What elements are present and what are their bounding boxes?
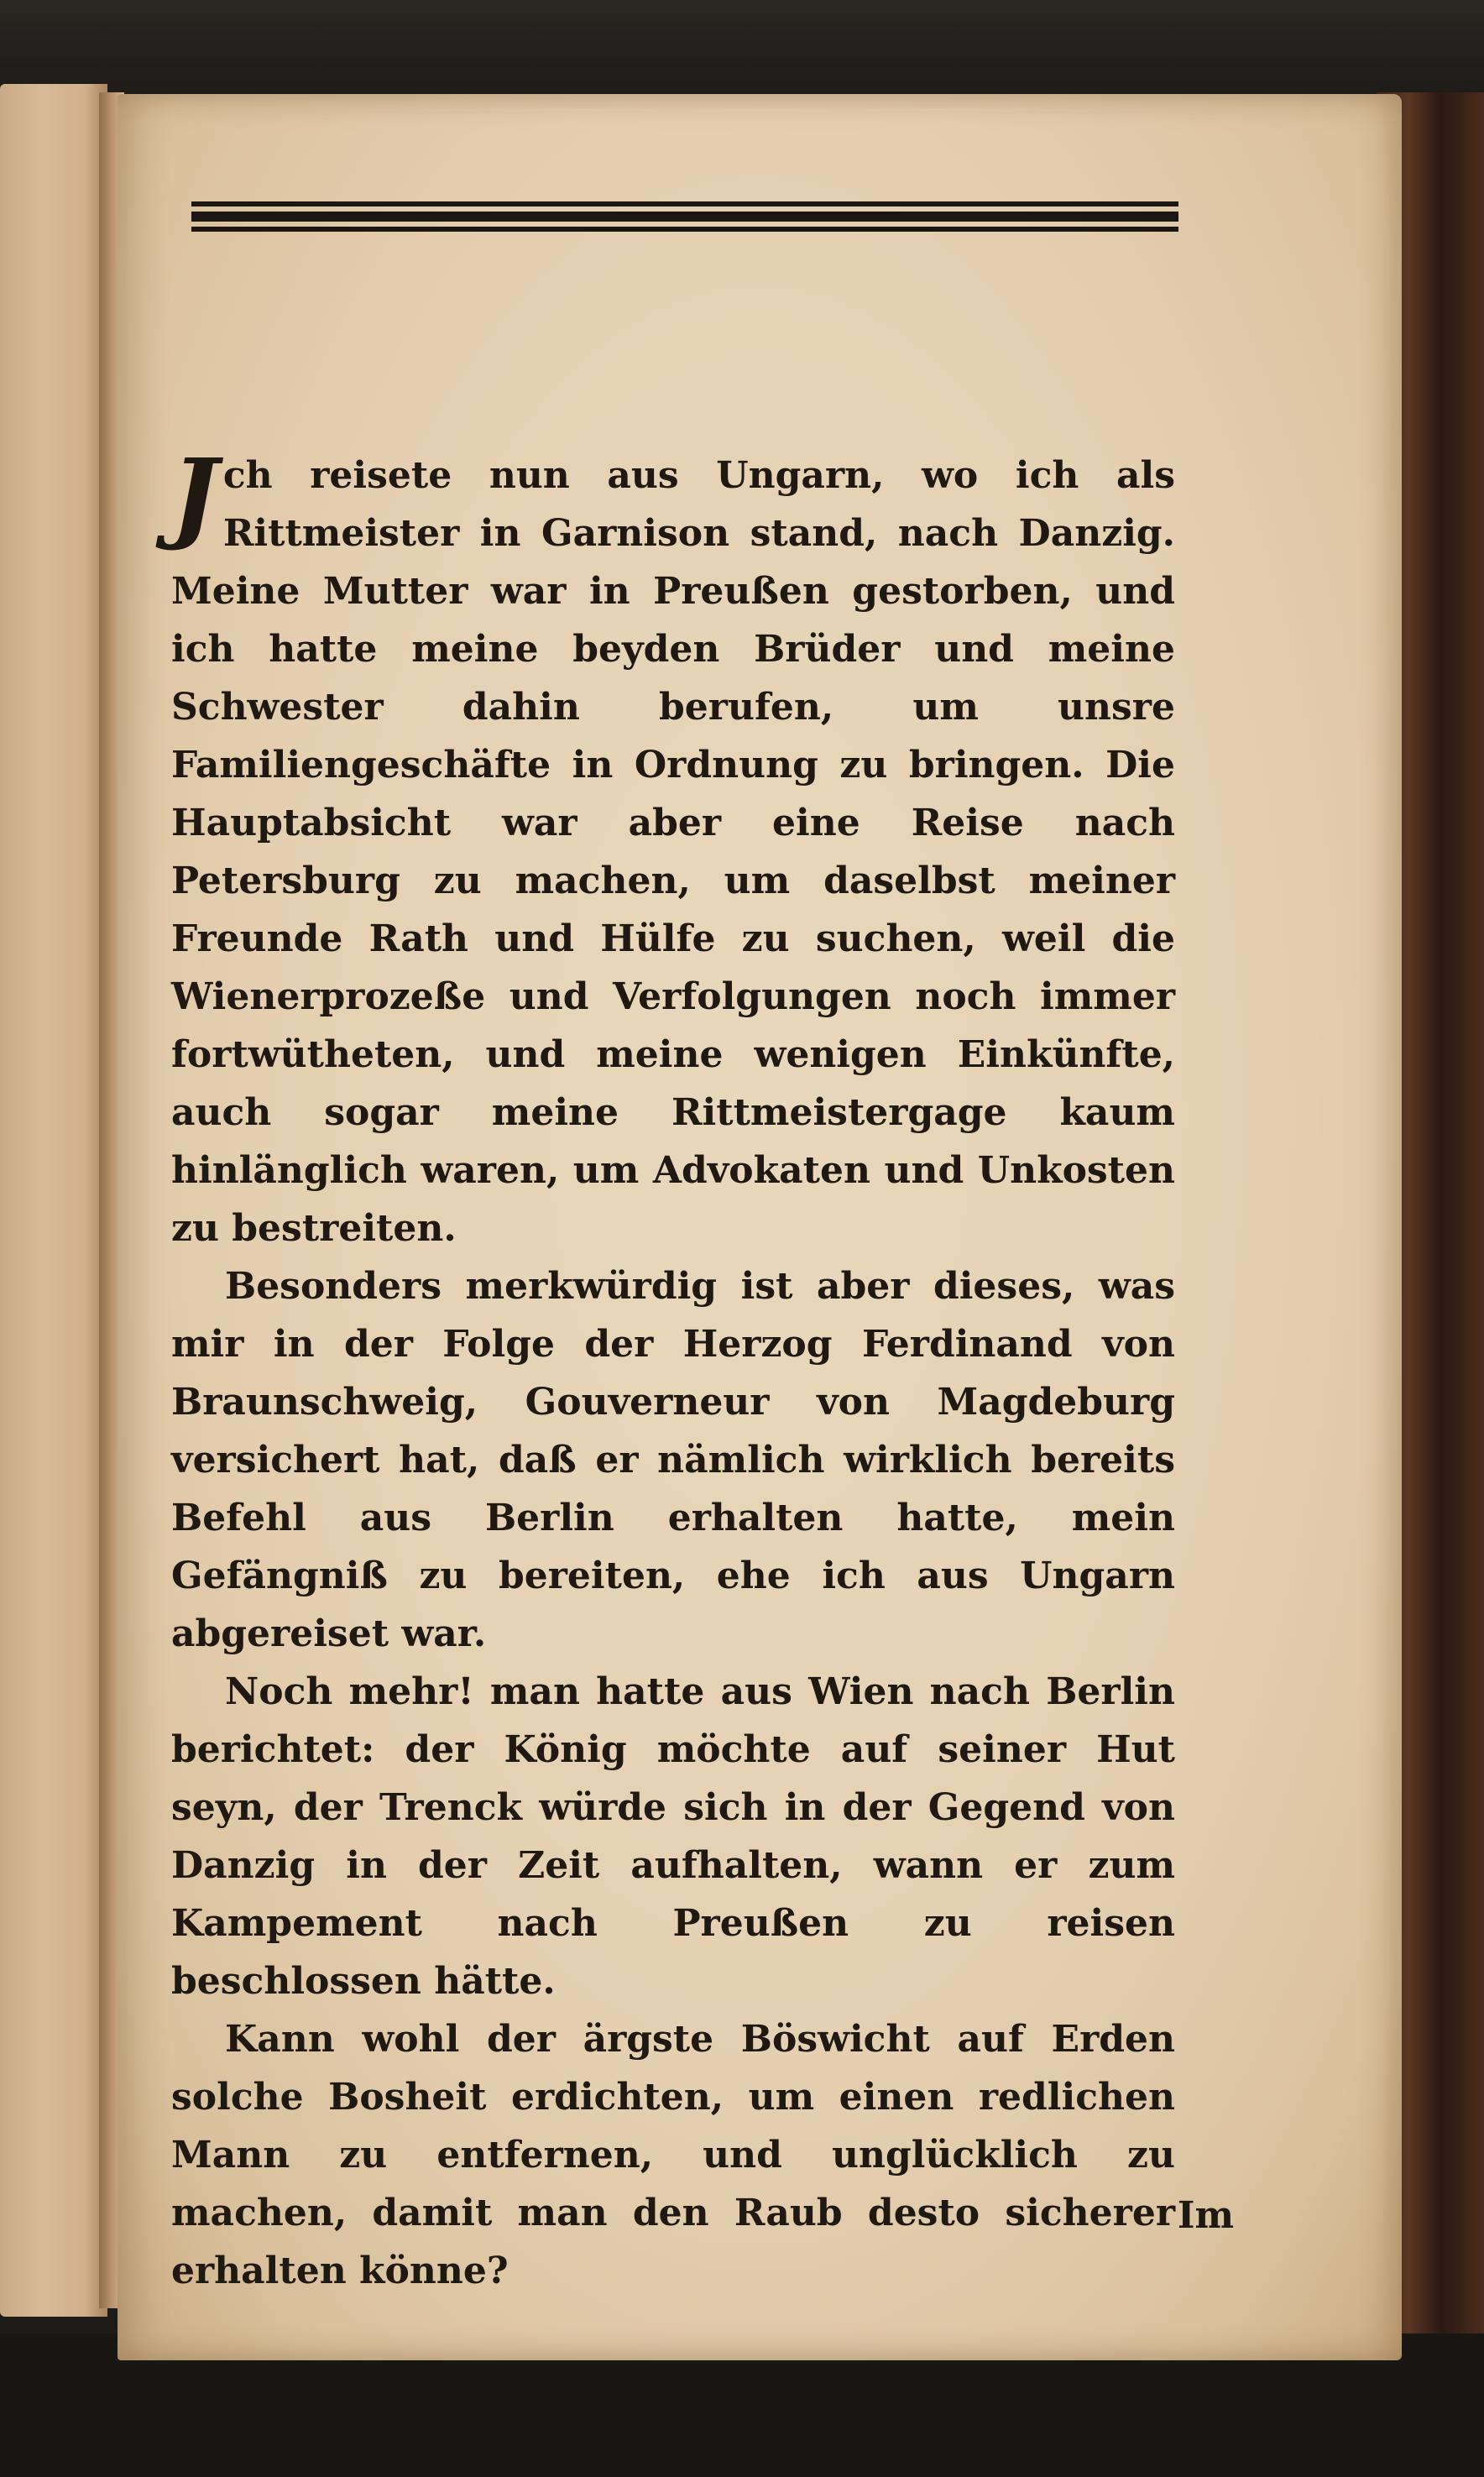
paragraph-text: Kann wohl der ärgste Böswicht auf Erden solche Bosheit erdichten, um einen redlichen Mann zu entfernen, und unglücklich zu machen, damit man den Raub desto sicherer erhalten könne? [171, 2018, 1175, 2292]
paragraph [171, 1663, 1175, 2010]
paragraph-text: Besonders merkwürdig ist aber dieses, was mir in der Folge der Herzog Ferdinand von Braunschweig, Gouverneur von Magdeburg versichert hat, daß er nämlich wirklich bereits Befehl aus Berlin erhalten hatte, mein Gefängniß zu bereiten, ehe ich aus Ungarn abgereiset war. [171, 1265, 1175, 1655]
header-rule [191, 201, 1178, 232]
drop-initial: J [171, 436, 218, 553]
body-text [171, 436, 1175, 2300]
paragraph-text: Noch mehr! man hatte aus Wien nach Berlin berichtet: der König möchte auf seiner Hut seyn, der Trenck würde sich in der Gegend von Danzig in der Zeit aufhalten, wann er zum Kampement nach Preußen zu reisen beschlossen hätte. [171, 1670, 1175, 2003]
scan-background-top [0, 0, 1484, 94]
paragraph-text: ch reisete nun aus Ungarn, wo ich als Rittmeister in Garnison stand, nach Danzig. Meine Mutter war in Preußen gestorben, und ich hatte meine beyden Brüder und meine Schwester dahin berufen, um unsre Familiengeschäfte in Ordnung zu bringen. Die Hauptabsicht war aber eine Reise nach Petersburg zu machen, um daselbst meiner Freunde Rath und Hülfe zu suchen, weil die Wienerprozeße und Verfolgungen noch immer fortwütheten, und meine wenigen Einkünfte, auch sogar meine Rittmeistergage kaum hinlänglich waren, um Advokaten und Unkosten zu bestreiten. [171, 454, 1175, 1250]
book-page [118, 94, 1402, 2360]
paragraph [171, 436, 1175, 1257]
paragraph [171, 2010, 1175, 2300]
previous-page-edge [0, 84, 107, 2317]
catchword: Im [1177, 2194, 1234, 2237]
paragraph [171, 1257, 1175, 1663]
